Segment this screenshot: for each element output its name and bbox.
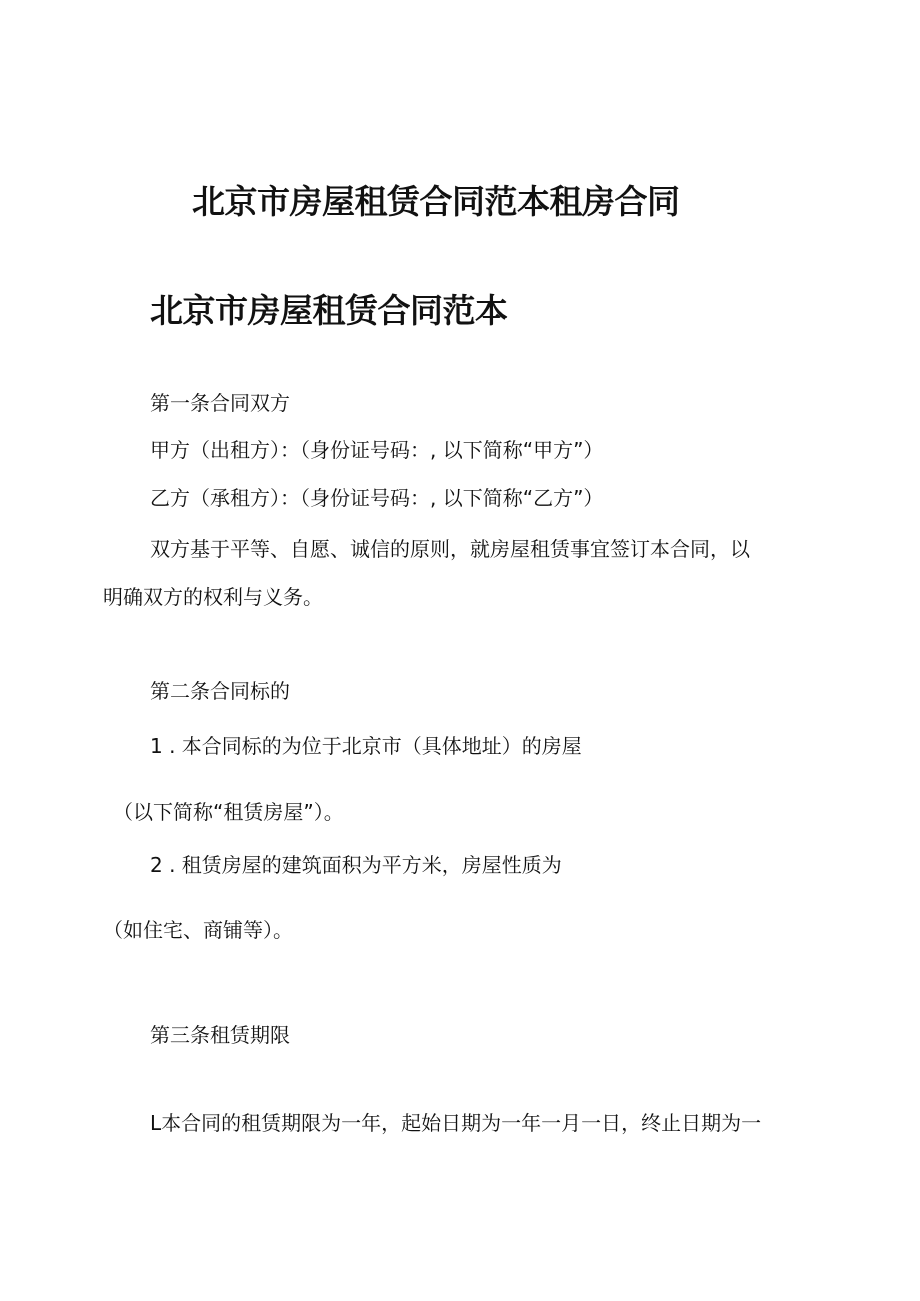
document-subtitle: 北京市房屋租赁合同范本: [150, 291, 508, 330]
article2-heading: 第二条合同标的: [150, 679, 290, 703]
article2-item2-line2: （如住宅、商铺等）。: [103, 918, 293, 942]
article2-item1-line1: 1 . 本合同标的为位于北京市（具体地址）的房屋: [150, 734, 582, 758]
party-a-line: 甲方（出租方）：（身份证号码：, 以下简称“甲方”）: [150, 438, 604, 462]
party-b-line: 乙方（承租方）：（身份证号码：, 以下简称“乙方”）: [150, 486, 604, 510]
article1-paragraph-line1: 双方基于平等、自愿、诚信的原则，就房屋租赁事宜签订本合同，以: [150, 537, 750, 561]
article1-paragraph-line2: 明确双方的权利与义务。: [103, 585, 323, 609]
article1-heading: 第一条合同双方: [150, 391, 290, 415]
article3-heading: 第三条租赁期限: [150, 1023, 290, 1047]
document-title: 北京市房屋租赁合同范本租房合同: [192, 182, 680, 221]
article3-item1-line1: L本合同的租赁期限为一年，起始日期为一年一月一日，终止日期为一: [150, 1111, 762, 1135]
article2-item1-line2: （以下简称“租赁房屋”）。: [113, 800, 344, 824]
article2-item2-line1: 2 . 租赁房屋的建筑面积为平方米，房屋性质为: [150, 853, 562, 877]
